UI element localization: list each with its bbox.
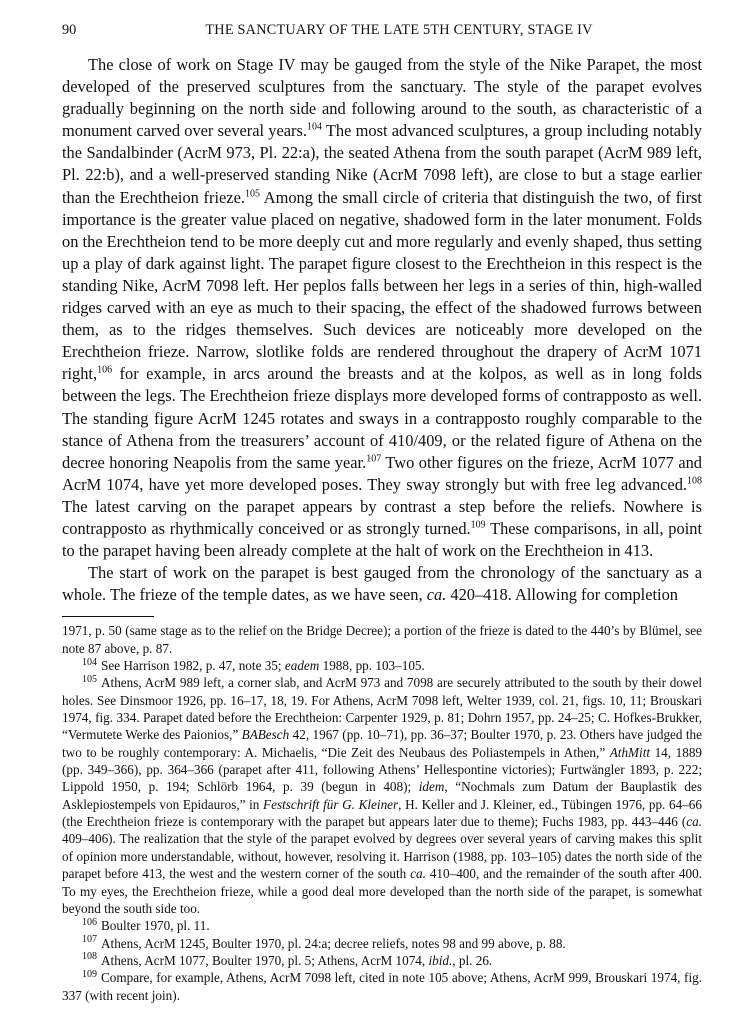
footnote-text xyxy=(101,918,210,933)
footnote-continuation xyxy=(62,622,702,657)
footnote-number: 104 xyxy=(82,656,97,668)
text-run: , pl. 26. xyxy=(452,952,493,968)
footnote-text xyxy=(62,970,702,1002)
footnote-ref: 104 xyxy=(306,121,322,133)
text-run: 409–406). The realization that the style of the parapet evolved by degrees over several years of carving makes this split of opinion more understandable, without, however, resolving it. Harrison (1988, pp. 103–105) dates the north side of the parapet before 413, the west and the western corner of the south xyxy=(62,831,702,882)
text-run: Athens, AcrM 1245, Boulter 1970, pl. 24:a; decree reliefs, notes 98 and 99 above, p. 88. xyxy=(101,935,566,951)
text-run: Among the small circle of criteria that distinguish the two, of first importance is the greater value placed on negative, shadowed form in the later monument. Folds on the Erechtheion tend to be more deeply cut and more regularly and evenly shaped, thus setting up a play of dark against light. The parapet figure closest to the Erechtheion in this respect is the standing Nike, AcrM 7098 left. Her peplos falls between her legs in a series of thin, high-walled ridges carved with an eye as much to their spacing, the effect of the shadowed furrows between them, as to the ridges themselves. Such devices are noticeably more developed on the Erechtheion frieze. Narrow, slotlike folds are rendered throughout the drapery of AcrM 1071 right, xyxy=(62,187,702,384)
footnote-104 xyxy=(62,657,702,674)
body-paragraph xyxy=(62,562,702,606)
page-number: 90 xyxy=(62,22,77,38)
text-run: See Harrison 1982, p. 47, note 35; xyxy=(101,658,285,674)
text-run: Compare, for example, Athens, AcrM 7098 left, cited in note 105 above; Athens, AcrM 999, Brouskari 1974, fig. 337 (with recent join). xyxy=(62,970,702,1003)
running-title: THE SANCTUARY OF THE LATE 5TH CENTURY, STAGE IV xyxy=(205,22,593,38)
footnote-number: 106 xyxy=(82,916,97,928)
italic-text: eadem xyxy=(284,658,320,674)
footnote-ref: 108 xyxy=(687,475,702,487)
text-run: The close of work on Stage IV may be gauged from the style of the Nike Parapet, the most developed of the preserved sculptures from the sanctuary. The style of the parapet evolves gradually beginning on the north side and following around to the south, as characteristic of a monument carved over several years. xyxy=(62,55,702,141)
body-text xyxy=(62,54,702,606)
body-paragraph xyxy=(62,54,702,562)
footnote-text xyxy=(101,953,492,968)
text-run: 410–400, and the remainder of the south after 400. To my eyes, the Erechtheion frieze, while a good deal more developed than the north side of the parapet, is somewhat beyond the south side too. xyxy=(62,866,702,916)
footnote-number: 105 xyxy=(82,673,97,685)
text-run: 420–418. Allowing for completion xyxy=(446,585,679,605)
page-header xyxy=(62,22,702,46)
footnote-number: 109 xyxy=(82,968,97,980)
footnote-ref: 107 xyxy=(366,453,382,465)
footnotes xyxy=(62,622,702,1004)
text-run: 42, 1967 (pp. 10–71), pp. 36–37; Boulter 1970, p. 23. Others have judged the two to be roughly contemporary: A. Michaelis, “Die Zeit des Neubaus des Poliastempels in Athen,” xyxy=(62,727,702,760)
italic-text: idem xyxy=(418,779,445,795)
footnote-number: 108 xyxy=(82,951,97,963)
footnote-rule xyxy=(62,616,154,617)
italic-text: ca. xyxy=(426,585,447,605)
italic-text: BABesch xyxy=(241,727,290,743)
footnote-ref: 109 xyxy=(470,519,486,531)
text-run: , “Nochmals zum Datum der Bauplastik des Asklepiostempels von Epidauros,” in xyxy=(62,779,702,812)
italic-text: ca. xyxy=(410,866,426,882)
footnote-ref: 106 xyxy=(97,364,113,376)
text-run: Two other figures on the frieze, AcrM 1077 and AcrM 1074, have yet more developed poses. They sway strongly but with free leg advanced. xyxy=(62,452,703,494)
text-run: 1971, p. 50 (same stage as to the relief on the Bridge Decree); a portion of the frieze is dated to the 440’s by Blümel, see note 87 above, p. 87. xyxy=(62,623,702,656)
text-run: Boulter 1970, pl. 11. xyxy=(101,918,210,934)
italic-text: ca. xyxy=(686,814,702,830)
text-run: Athens, AcrM 989 left, a corner slab, and AcrM 973 and 7098 are securely attributed to the south by their dowel holes. See Dinsmoor 1926, pp. 16–17, 18, 19. For Athens, AcrM 7098 left, Welter 1939, col. 21, figs. 10, 11; Brouskari 1974, fig. 334. Parapet dated before the Erechtheion: Carpenter 1929, p. 81; Dohrn 1957, pp. 24–25; C. Hofkes-Brukker, “Vermutete Werke des Paionios,” xyxy=(62,675,702,743)
text-run: 1988, pp. 103–105. xyxy=(319,658,425,674)
footnote-106 xyxy=(62,917,702,934)
footnote-number: 107 xyxy=(82,934,97,946)
text-run: The latest carving on the parapet appears by contrast a step before the reliefs. Nowhere is contrapposto as rhythmically conceived or as strongly turned. xyxy=(62,496,702,538)
text-run: The start of work on the parapet is best gauged from the chronology of the sanctuary as a whole. The frieze of the temple dates, as we have seen, xyxy=(62,563,702,605)
footnote-text xyxy=(62,623,702,655)
footnote-ref: 105 xyxy=(244,188,260,200)
italic-text: Festschrift für G. Kleiner xyxy=(263,796,399,812)
footnote-109 xyxy=(62,969,702,1004)
text-run: These comparisons, in all, point to the parapet having been already complete at the halt of work on the Erechtheion in 413. xyxy=(62,518,703,561)
text-run: Athens, AcrM 1077, Boulter 1970, pl. 5; Athens, AcrM 1074, xyxy=(101,952,429,968)
text-run: The most advanced sculptures, a group including notably the Sandalbinder (AcrM 973, Pl. 22:a), the seated Athena from the south parapet (AcrM 989 left, Pl. 22:b), and a well-preserved standing Nike (AcrM 7098 left), are close to but a stage earlier than the Erechtheion frieze. xyxy=(62,121,702,207)
footnote-text xyxy=(101,658,425,673)
footnote-105 xyxy=(62,674,702,917)
footnote-text xyxy=(101,936,566,951)
italic-text: AthMitt xyxy=(609,744,651,760)
footnote-108 xyxy=(62,952,702,969)
footnote-107 xyxy=(62,935,702,952)
text-run: , H. Keller and J. Kleiner, ed., Tübingen 1976, pp. 64–66 (the Erechtheion frieze is contemporary with the parapet but appears later due to theme); Fuchs 1983, pp. 443–446 ( xyxy=(62,796,702,830)
footnote-text xyxy=(62,675,702,915)
text-run: 14, 1889 (pp. 349–366), pp. 364–366 (parapet after 411, following Athens’ Hellespontine victories); Furtwängler 1893, p. 222; Lippold 1950, p. 194; Schlörb 1964, p. 39 (begun in 408); xyxy=(62,744,703,795)
page xyxy=(62,22,702,1004)
text-run: for example, in arcs around the breasts and at the kolpos, as well as in long folds between the legs. The Erechtheion frieze displays more developed forms of contrapposto as well. The standing figure AcrM 1245 rotates and sways in a contrapposto roughly comparable to the stance of Athena from the treasurers’ account of 410/409, or the related figure of Athena on the decree honoring Neapolis from the same year. xyxy=(62,364,702,472)
italic-text: ibid. xyxy=(428,952,453,968)
